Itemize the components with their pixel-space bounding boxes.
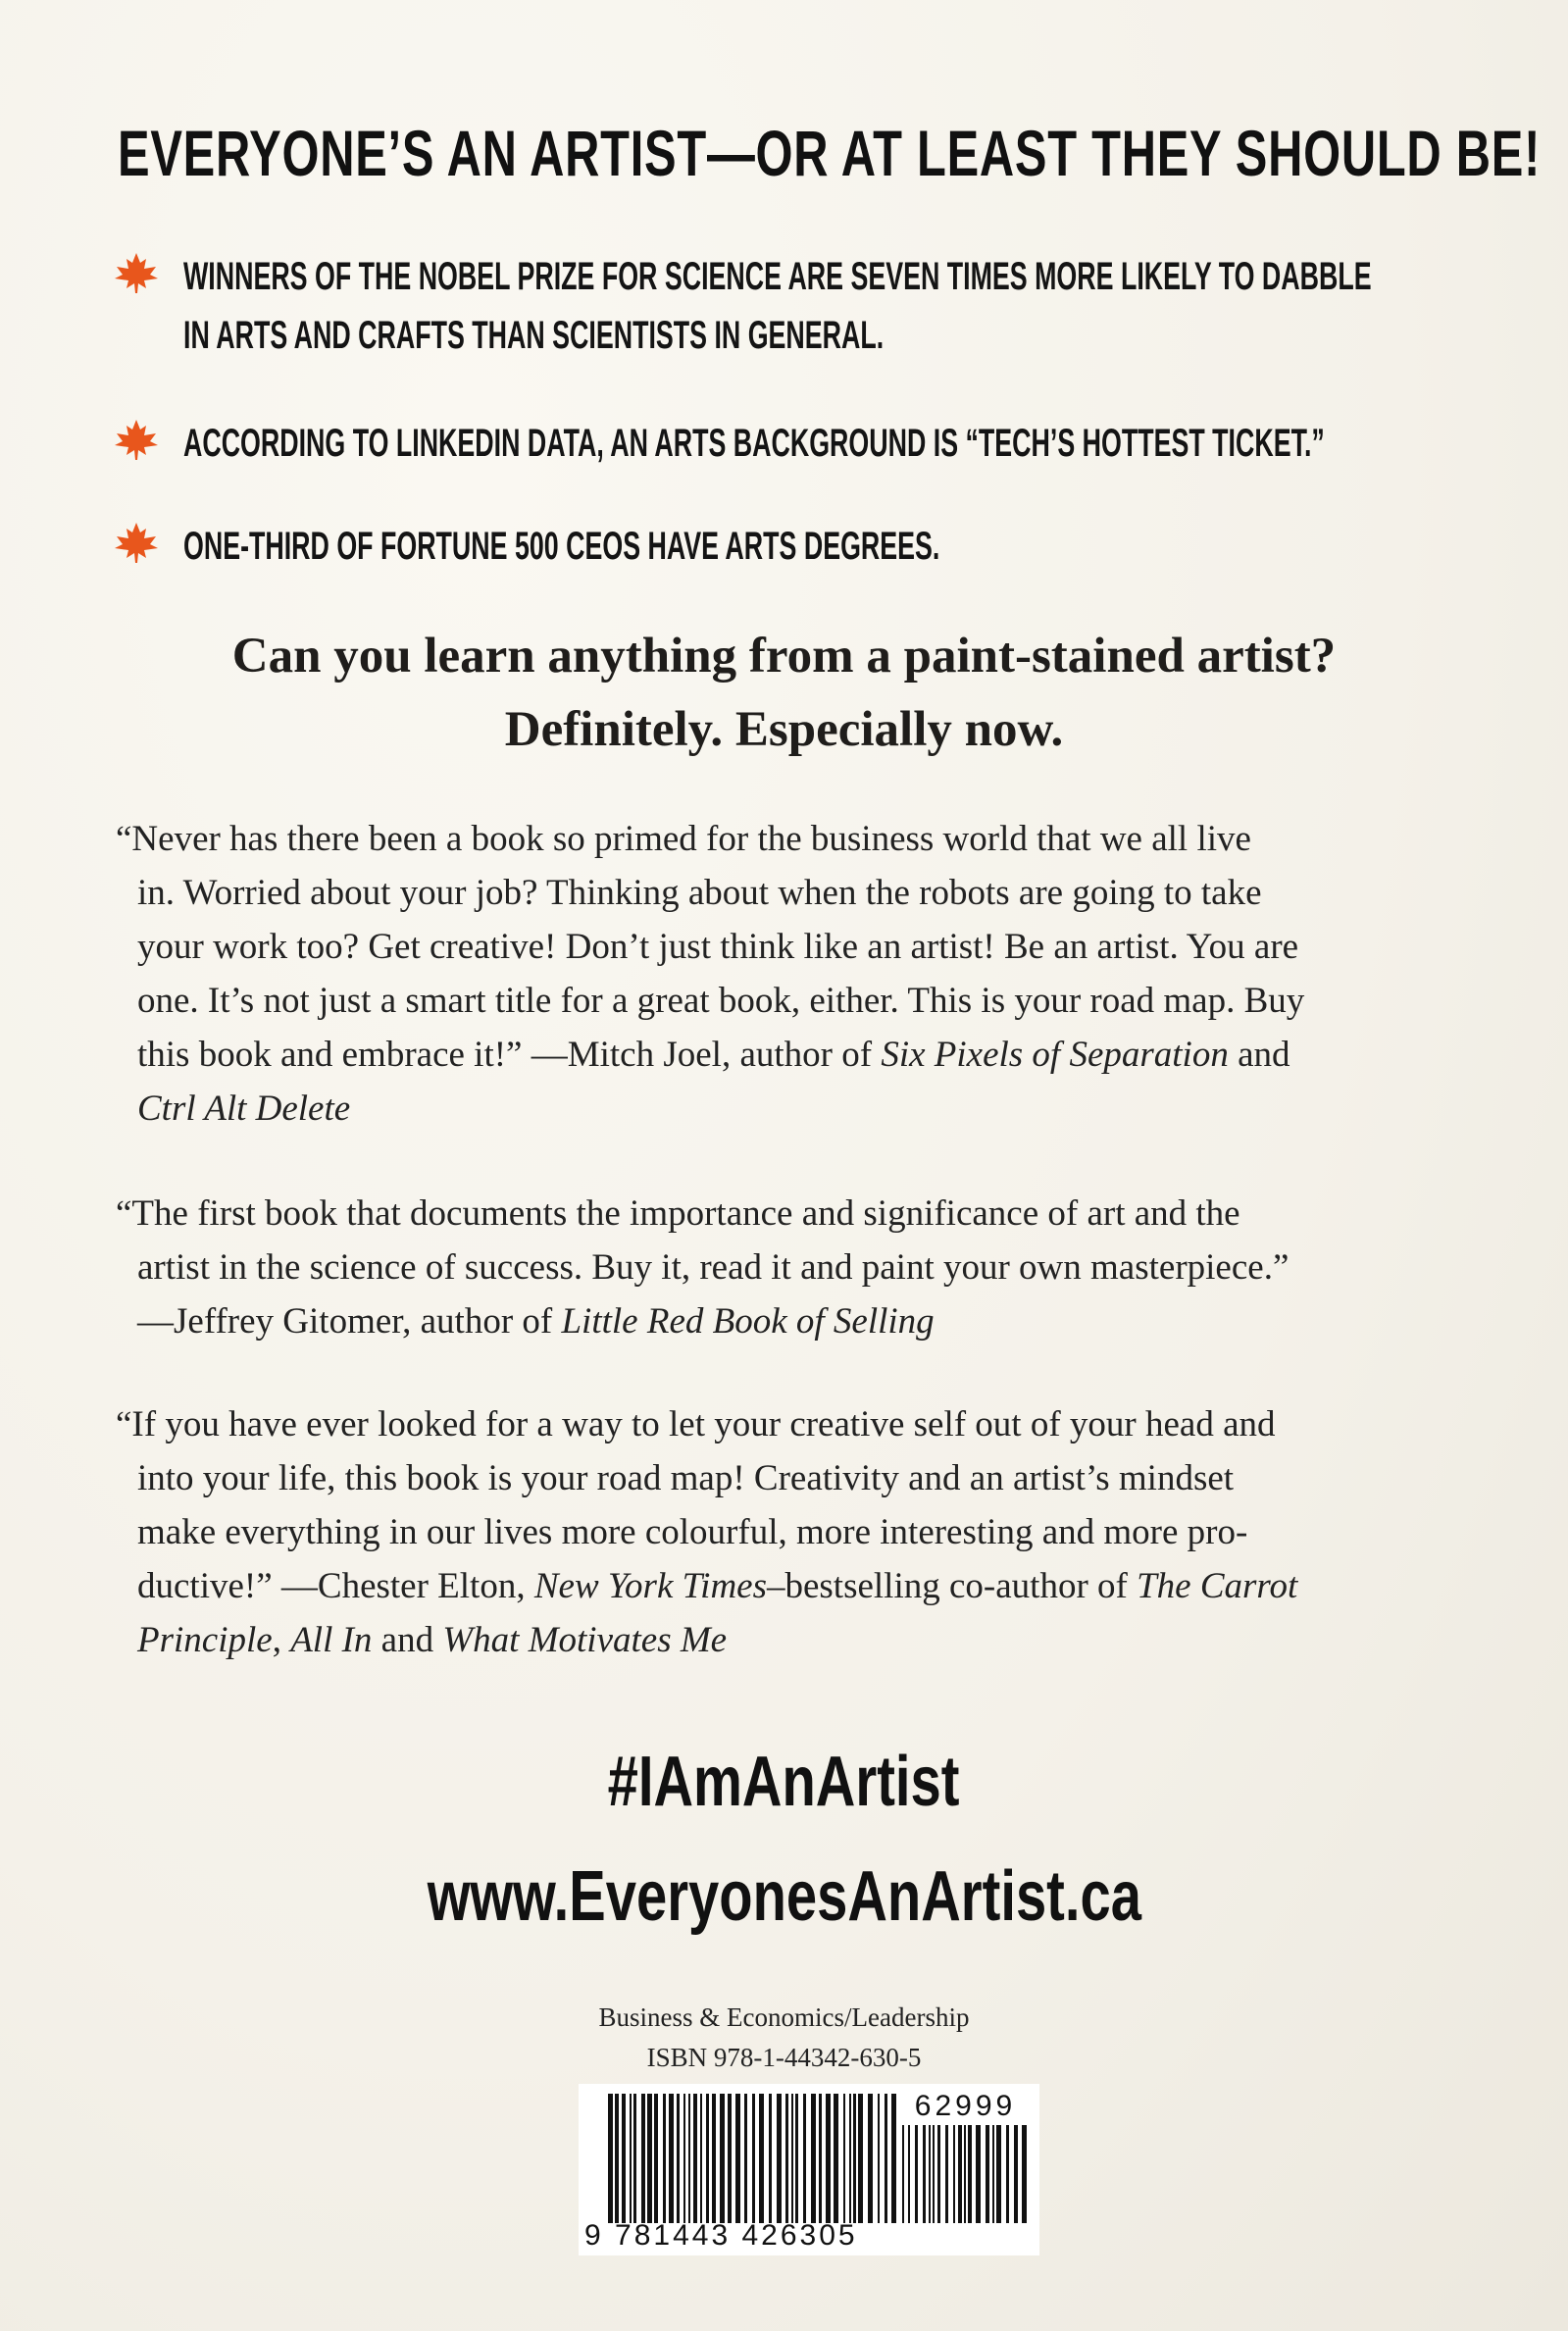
barcode-bar xyxy=(858,2094,863,2223)
barcode-bar xyxy=(785,2094,788,2223)
maple-leaf-icon xyxy=(113,521,160,564)
barcode-bar xyxy=(992,2125,994,2223)
barcode-bar xyxy=(633,2094,636,2223)
barcode-bar xyxy=(1022,2125,1027,2223)
hashtag: #IAmAnArtist xyxy=(608,1743,960,1821)
barcode-bar xyxy=(902,2125,904,2223)
barcode-bar xyxy=(803,2094,806,2223)
barcode-bar xyxy=(996,2125,1001,2223)
barcode-bar xyxy=(819,2094,822,2223)
barcode-bar xyxy=(811,2094,816,2223)
bullet-text: ONE-THIRD OF FORTUNE 500 CEOS HAVE ARTS DEGREES. xyxy=(183,525,940,568)
barcode-addon-digits: 62999 xyxy=(914,2090,1017,2122)
barcode-bar xyxy=(834,2094,838,2223)
barcode-bar xyxy=(688,2094,690,2223)
barcode-digits: 9 781443 426305 xyxy=(584,2219,858,2252)
barcode-bar xyxy=(929,2125,931,2223)
barcode-bar xyxy=(622,2094,626,2223)
barcode-bar xyxy=(953,2125,955,2223)
barcode-bar xyxy=(641,2094,645,2223)
maple-leaf-icon xyxy=(113,418,160,461)
book-category: Business & Economics/Leadership xyxy=(598,2002,970,2032)
barcode-bar xyxy=(1006,2125,1009,2223)
barcode-bar xyxy=(933,2125,935,2223)
maple-leaf-icon xyxy=(113,251,160,294)
barcode-bar xyxy=(728,2094,732,2223)
endorsement-quote: “Never has there been a book so primed for the business world that we all live in. Worried about your job? Thinking about when the robots are going to take your work too? Get creative! Don’t just think like an artist! Be an artist. You are one. It’s not just a smart title for a great book, either. This is your road map. Buy this book and embrace it!” —Mitch Joel, author of Six Pixels of Separation and Ctrl Alt Delete xyxy=(116,819,1305,1129)
barcode-bar xyxy=(683,2094,685,2223)
barcode-bar xyxy=(735,2094,740,2223)
barcode-bar xyxy=(826,2094,831,2223)
barcode-bar xyxy=(677,2094,680,2223)
barcode-bar xyxy=(791,2094,793,2223)
barcode-bar xyxy=(693,2094,697,2223)
website-url[interactable]: www.EveryonesAnArtist.ca xyxy=(427,1857,1141,1936)
barcode-bar xyxy=(958,2125,962,2223)
barcode xyxy=(579,2084,1039,2255)
barcode-bar xyxy=(976,2125,981,2223)
barcode-bar xyxy=(964,2125,966,2223)
barcode-bar xyxy=(849,2094,851,2223)
barcode-bar xyxy=(923,2125,926,2223)
barcode-addon-bars xyxy=(902,2125,1027,2223)
endorsement-quote: “If you have ever looked for a way to let your creative self out of your head and into your life, this book is your road map! Creativity and an artist’s mindset make everything in our lives more colourful, more interesting and more pro- ductive!” —Chester Elton, New York Times–bestselling co-author of The Carrot Principle, All In and What Motivates Me xyxy=(116,1404,1298,1660)
barcode-bar xyxy=(663,2094,666,2223)
barcode-bar xyxy=(647,2094,652,2223)
barcode-bar xyxy=(915,2125,918,2223)
barcode-bar xyxy=(608,2094,613,2223)
barcode-bar xyxy=(908,2125,910,2223)
barcode-bar xyxy=(744,2094,747,2223)
barcode-bar xyxy=(885,2094,887,2223)
barcode-bar xyxy=(700,2094,702,2223)
barcode-bar xyxy=(654,2094,658,2223)
barcode-bar xyxy=(769,2094,772,2223)
barcode-bar xyxy=(630,2094,632,2223)
tagline-line-1: Can you learn anything from a paint-stained artist? xyxy=(231,629,1337,684)
barcode-bar xyxy=(712,2094,716,2223)
barcode-bar xyxy=(968,2125,972,2223)
barcode-bar xyxy=(720,2094,725,2223)
barcode-bar xyxy=(669,2094,674,2223)
barcode-bar xyxy=(853,2094,856,2223)
barcode-bar xyxy=(945,2125,948,2223)
barcode-bar xyxy=(795,2094,798,2223)
barcode-bar xyxy=(752,2094,755,2223)
barcode-bar xyxy=(1014,2125,1018,2223)
barcode-bar xyxy=(843,2094,845,2223)
bullet-text: ACCORDING TO LINKEDIN DATA, AN ARTS BACKGROUND IS “TECH’S HOTTEST TICKET.” xyxy=(183,422,1325,465)
bullet-text: WINNERS OF THE NOBEL PRIZE FOR SCIENCE ARE SEVEN TIMES MORE LIKELY TO DABBLE IN ARTS AND CRAFTS THAN SCIENTISTS IN GENERAL. xyxy=(183,255,1372,357)
barcode-bars xyxy=(608,2094,902,2223)
endorsement-quote: “The first book that documents the importance and significance of art and the artist in the science of success. Buy it, read it and paint your own masterpiece.” —Jeffrey Gitomer, author of Little Red Book of Selling xyxy=(116,1193,1290,1342)
barcode-bar xyxy=(706,2094,709,2223)
barcode-bar xyxy=(777,2094,782,2223)
barcode-bar xyxy=(986,2125,989,2223)
isbn-number: ISBN 978-1-44342-630-5 xyxy=(646,2043,922,2072)
barcode-bar xyxy=(759,2094,764,2223)
barcode-bar xyxy=(868,2094,873,2223)
barcode-bar xyxy=(615,2094,619,2223)
tagline-line-2: Definitely. Especially now. xyxy=(504,702,1064,757)
headline: EVERYONE’S AN ARTIST—OR AT LEAST THEY SHOULD BE! xyxy=(118,117,1542,189)
barcode-bar xyxy=(937,2125,940,2223)
barcode-bar xyxy=(878,2094,880,2223)
